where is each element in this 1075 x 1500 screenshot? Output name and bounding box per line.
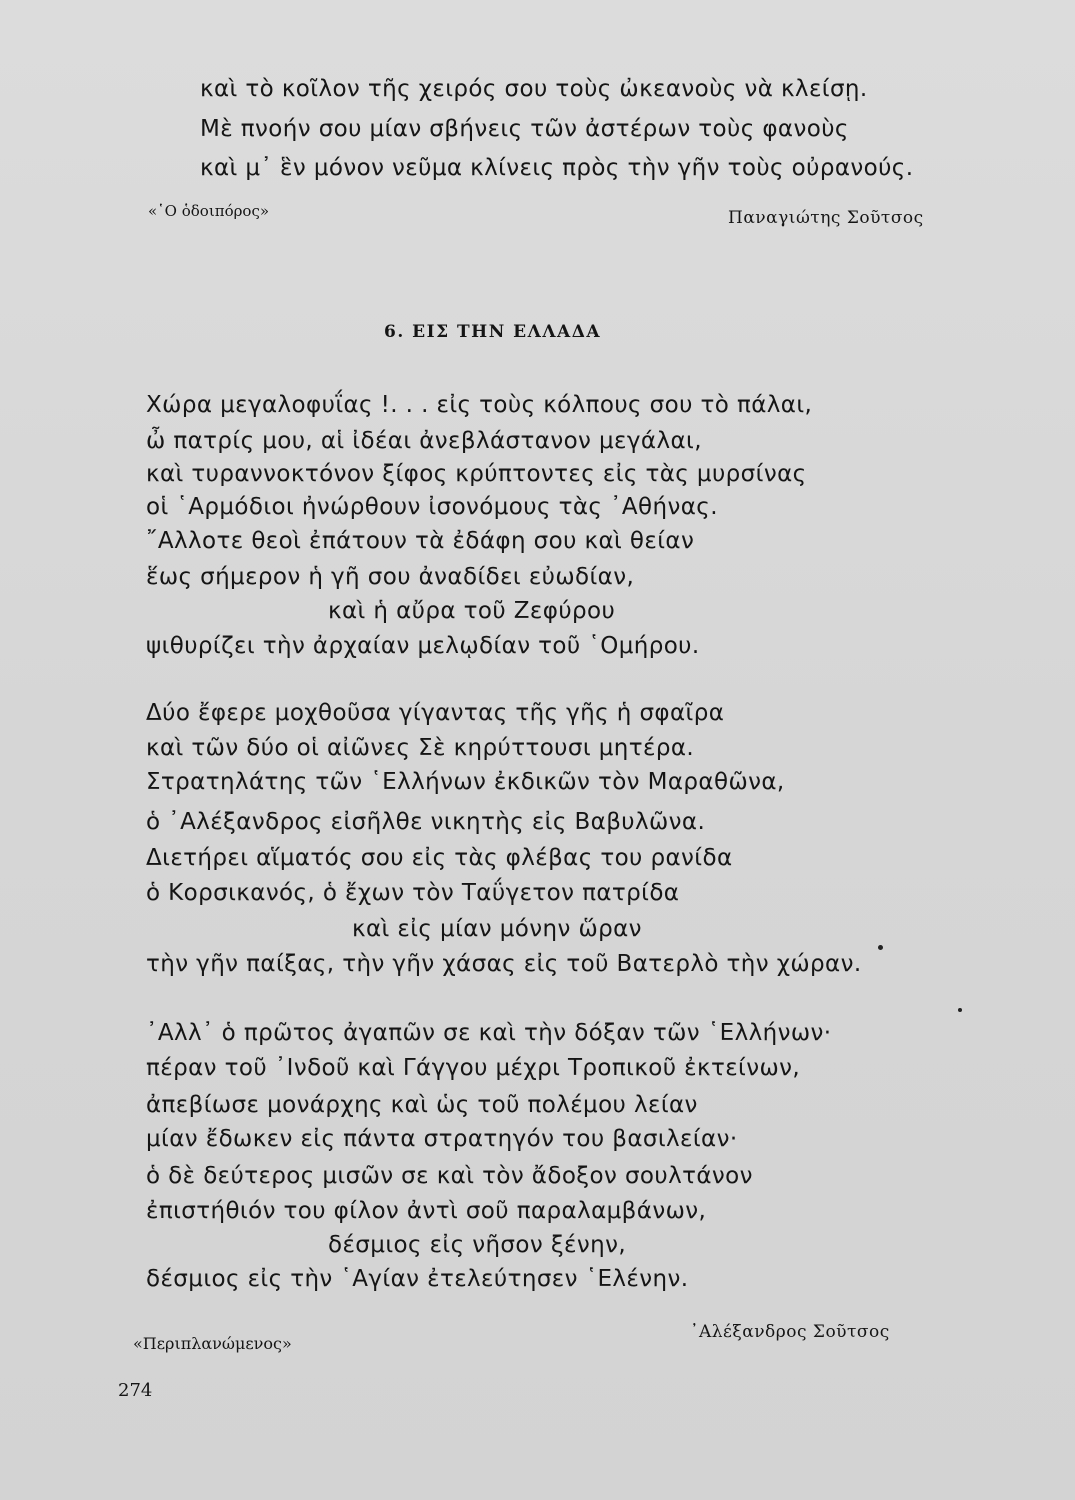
poem-line: Μὲ πνοήν σου μίαν σβήνεις τῶν ἀστέρων τοὺς φανοὺς <box>200 116 849 142</box>
poem-line: δέσμιος εἰς νῆσον ξένην, <box>328 1232 627 1258</box>
poem-source-title: «Περιπλανώμενος» <box>133 1334 292 1353</box>
poem-line: ὁ δὲ δεύτερος μισῶν σε καὶ τὸν ἄδοξον σουλτάνον <box>146 1163 753 1189</box>
poem-author: Παναγιώτης Σοῦτσος <box>728 208 924 228</box>
poem-line: τὴν γῆν παίξας, τὴν γῆν χάσας εἰς τοῦ Βατερλὸ τὴν χώραν. <box>146 951 862 977</box>
poem-line: ᾿Αλλ᾿ ὁ πρῶτος ἀγαπῶν σε καὶ τὴν δόξαν τῶν ῾Ελλήνων· <box>146 1020 832 1046</box>
poem-line: καὶ μ᾿ ἓν μόνον νεῦμα κλίνεις πρὸς τὴν γῆν τοὺς οὐρανούς. <box>200 155 914 181</box>
poem-line: ὁ ᾿Αλέξανδρος εἰσῆλθε νικητὴς εἰς Βαβυλῶνα. <box>146 809 706 835</box>
poem-line: μίαν ἔδωκεν εἰς πάντα στρατηγόν του βασιλείαν· <box>146 1126 738 1152</box>
poem-line: ὁ Κορσικανός, ὁ ἔχων τὸν Ταΰγετον πατρίδα <box>146 880 680 906</box>
poem-line: Δύο ἔφερε μοχθοῦσα γίγαντας τῆς γῆς ἡ σφαῖρα <box>146 700 725 726</box>
poem-line: Στρατηλάτης τῶν ῾Ελλήνων ἐκδικῶν τὸν Μαραθῶνα, <box>146 769 785 795</box>
poem-line: Διετήρει αἵματός σου εἰς τὰς φλέβας του ρανίδα <box>146 845 733 871</box>
poem-line: ὦ πατρίς μου, αἱ ἰδέαι ἀνεβλάστανον μεγάλαι, <box>146 428 702 454</box>
print-speck <box>878 945 883 950</box>
poem-line: οἱ ῾Αρμόδιοι ἠνώρθουν ἰσονόμους τὰς ᾿Αθήνας. <box>146 494 718 520</box>
poem-line: ἐπιστήθιόν του φίλον ἀντὶ σοῦ παραλαμβάνων, <box>146 1198 707 1224</box>
poem-line: ἕως σήμερον ἡ γῆ σου ἀναδίδει εὐωδίαν, <box>146 564 635 590</box>
poem-line: καὶ εἰς μίαν μόνην ὥραν <box>352 916 642 942</box>
poem-author: ᾿Αλέξανδρος Σοῦτσος <box>690 1322 890 1342</box>
poem-line: Χώρα μεγαλοφυΐας !. . . εἰς τοὺς κόλπους σου τὸ πάλαι, <box>146 392 813 418</box>
poem-line: ἀπεβίωσε μονάρχης καὶ ὡς τοῦ πολέμου λείαν <box>146 1092 698 1118</box>
print-speck <box>958 1008 962 1012</box>
poem-line: πέραν τοῦ ᾿Ινδοῦ καὶ Γάγγου μέχρι Τροπικοῦ ἐκτείνων, <box>146 1055 801 1081</box>
poem-line: καὶ ἡ αὔρα τοῦ Ζεφύρου <box>328 598 616 624</box>
page-number: 274 <box>118 1380 153 1401</box>
poem-line: καὶ τὸ κοῖλον τῆς χειρός σου τοὺς ὠκεανοὺς νὰ κλείσῃ. <box>200 76 868 102</box>
poem-line: καὶ τῶν δύο οἱ αἰῶνες Σὲ κηρύττουσι μητέρα. <box>146 735 695 761</box>
poem-source-title: «῾Ο ὁδοιπόρος» <box>148 202 270 220</box>
poem-line: δέσμιος εἰς τὴν ῾Αγίαν ἐτελεύτησεν ῾Ελένην. <box>146 1266 689 1292</box>
poem-line: ψιθυρίζει τὴν ἀρχαίαν μελῳδίαν τοῦ ῾Ομήρου. <box>146 633 700 659</box>
section-heading: 6. ΕΙΣ ΤΗΝ ΕΛΛΑΔΑ <box>384 322 602 342</box>
poem-line: καὶ τυραννοκτόνον ξίφος κρύπτοντες εἰς τὰς μυρσίνας <box>146 461 807 487</box>
poem-line: ῎Αλλοτε θεοὶ ἐπάτουν τὰ ἐδάφη σου καὶ θείαν <box>146 528 695 554</box>
